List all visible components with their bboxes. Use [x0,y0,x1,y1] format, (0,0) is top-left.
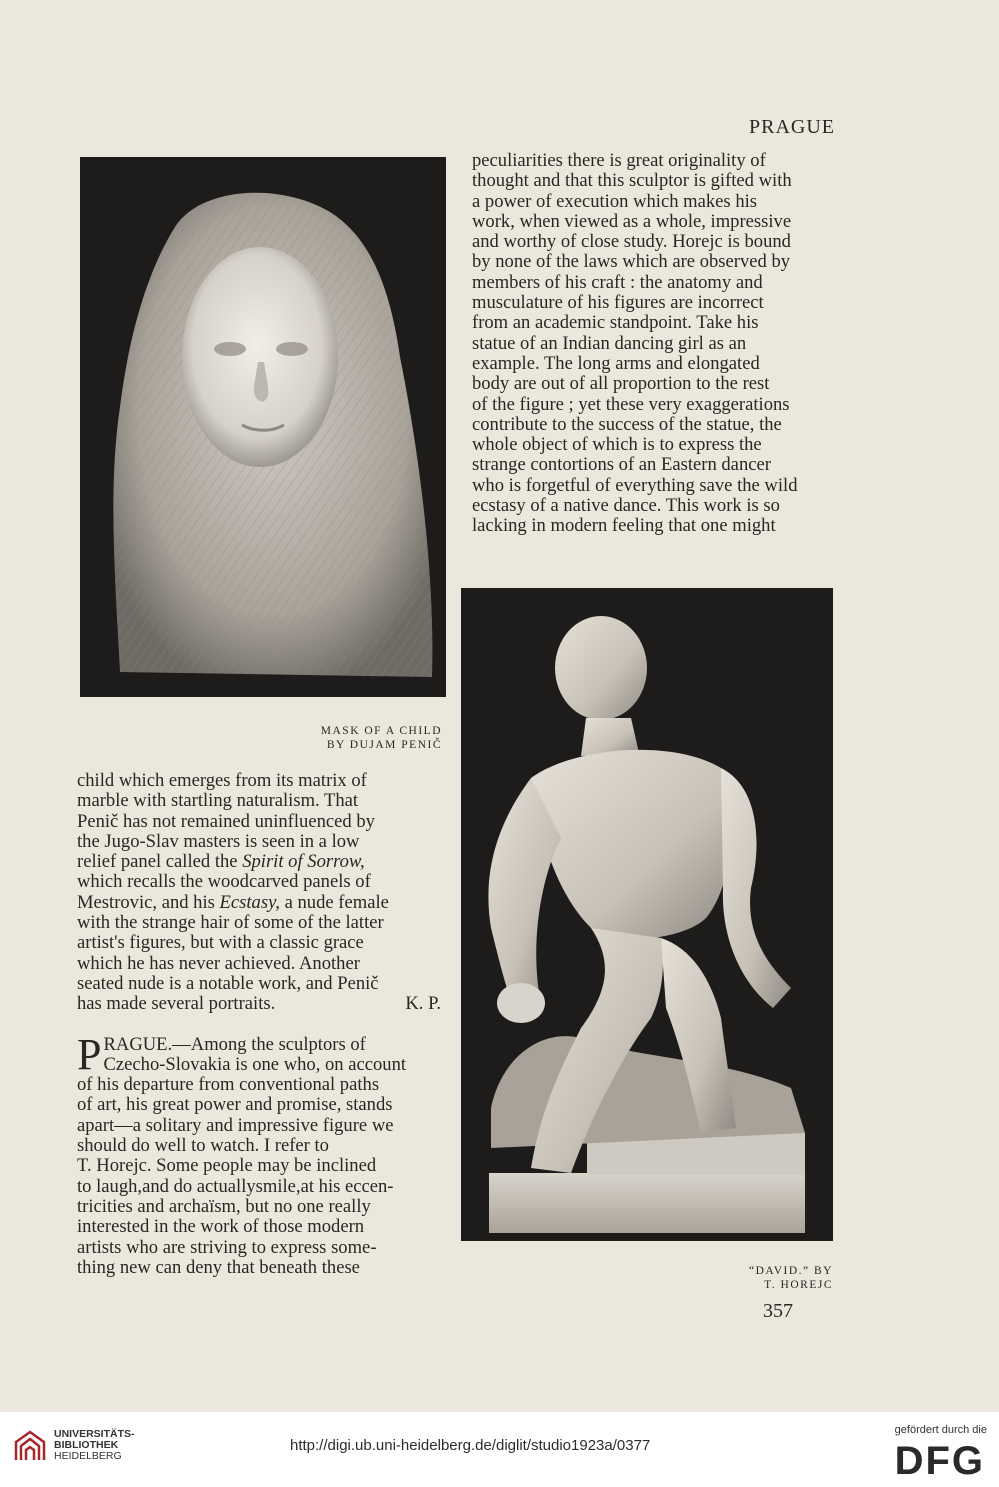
text-line [77,893,441,913]
text-span: a nude female [279,891,389,913]
text-line: apart—a solitary and impressive figure we [77,1114,394,1136]
text-line: should do well to watch. I refer to [77,1135,329,1157]
text-line: of his departure from conventional paths [77,1074,380,1096]
david-caption [749,1264,833,1292]
text-line: to laugh,and do actuallysmile,at his eccen- [77,1175,394,1197]
mask-of-a-child-photo [80,157,446,697]
text-line: with the strange hair of some of the latter [77,912,384,934]
library-name-line-3: HEIDELBERG [54,1450,122,1462]
text-line: which recalls the woodcarved panels of [77,871,371,893]
library-name-line-2: BIBLIOTHEK [54,1439,119,1451]
text-line: of art, his great power and promise, stands [77,1094,393,1116]
author-signature: K. P. [405,993,441,1015]
university-library-logo-icon [12,1428,48,1464]
text-line: child which emerges from its matrix of [77,770,367,791]
text-line: artists who are striving to express some- [77,1236,377,1258]
text-line: which he has never achieved. Another [77,952,360,974]
page-number: 357 [763,1300,793,1322]
library-name [54,1429,135,1462]
text-span: has made several portraits. [77,993,276,1015]
text-line: of the figure ; yet these very exaggerations [472,393,790,415]
mask-caption-line-1: MASK OF A CHILD [320,725,442,737]
running-head: PRAGUE [748,116,835,138]
text-line: seated nude is a notable work, and Penič [77,972,379,994]
text-span: RAGUE.—Among the sculptors of [103,1033,366,1055]
text-line: Penič has not remained uninfluenced by [77,810,375,832]
text-line: work, when viewed as a whole, impressive [472,210,792,232]
text-line [77,852,441,872]
drop-cap: P [77,1029,102,1079]
text-line: whole object of which is to express the [472,434,762,456]
text-line: contribute to the success of the statue, the [472,413,782,435]
text-line: lacking in modern feeling that one might [472,515,776,537]
right-column-text [472,151,835,537]
text-span: relief panel called the [77,851,243,873]
artwork-title-ecstasy: Ecstasy, [219,891,280,913]
signoff-line [77,994,441,1014]
sponsor-text: gefördert durch die [894,1424,987,1436]
david-statue-photo [461,588,833,1241]
library-name-line-1: UNIVERSITÄTS- [54,1428,135,1440]
text-line: a power of execution which makes his [472,190,758,212]
artwork-title-spirit-of-sorrow: Spirit of Sorrow, [242,851,365,873]
text-line: strange contortions of an Eastern dancer [472,454,771,476]
text-line: tricities and archaïsm, but no one really [77,1195,371,1217]
text-line: peculiarities there is great originality of [472,150,766,171]
mask-caption [321,724,442,752]
text-line: T. Horejc. Some people may be inclined [77,1155,377,1177]
text-line: members of his craft : the anatomy and [472,271,763,293]
text-line: interested in the work of those modern [77,1216,365,1238]
text-line: ecstasy of a native dance. This work is so [472,495,780,517]
text-line: musculature of his figures are incorrect [472,292,764,314]
text-line: thing new can deny that beneath these [77,1256,360,1278]
text-line: thought and that this sculptor is gifted with [472,170,792,192]
permalink-url[interactable]: http://digi.ub.uni-heidelberg.de/diglit/studio1923a/0377 [290,1437,651,1454]
text-line: and worthy of close study. Horejc is bound [472,231,791,253]
text-line: artist's figures, but with a classic grace [77,932,364,954]
david-caption-line-1: “DAVID.” BY [748,1265,833,1277]
text-line: by none of the laws which are observed by [472,251,791,273]
dfg-logo: DFG [894,1439,985,1483]
text-line: from an academic standpoint. Take his [472,312,759,334]
text-line: Czecho-Slovakia is one who, on account [103,1053,407,1075]
left-column-text [77,771,441,1278]
text-line: the Jugo-Slav masters is seen in a low [77,830,360,852]
text-span: Mestrovic, and his [77,891,220,913]
text-line: who is forgetful of everything save the wild [472,474,798,496]
text-line: statue of an Indian dancing girl as an [472,332,747,354]
text-line: body are out of all proportion to the rest [472,373,770,395]
mask-caption-line-2: BY DUJAM PENIČ [326,739,442,751]
text-line: marble with startling naturalism. That [77,790,359,812]
text-line: example. The long arms and elongated [472,352,760,374]
david-caption-line-2: T. HOREJC [764,1279,833,1291]
